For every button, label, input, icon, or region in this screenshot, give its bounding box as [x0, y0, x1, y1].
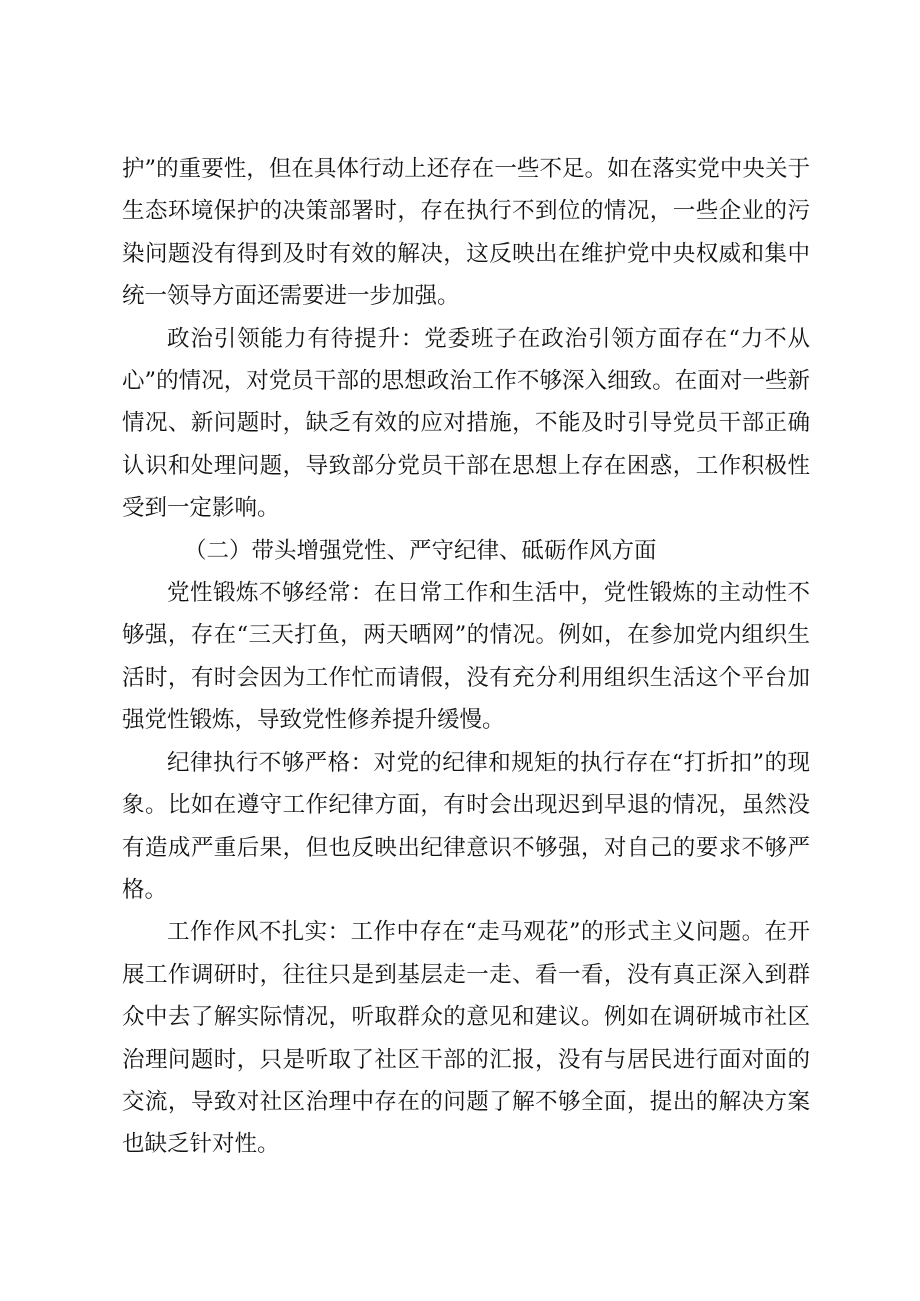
paragraph-work-style: 工作作风不扎实：工作中存在“走马观花”的形式主义问题。在开展工作调研时，往往只是到基层走一走、看一看，没有真正深入到群众中去了解实际情况，听取群众的意见和建议。例如在调研城市社区治理问题时，只是听取了社区干部的汇报，没有与居民进行面对面的交流，导致对社区治理中存在的问题了解不够全面，提出的解决方案也缺乏针对性。	[122, 919, 810, 1158]
section-heading-2: （二）带头增强党性、严守纪律、砥砺作风方面	[184, 537, 657, 564]
paragraph-party-spirit: 党性锻炼不够经常：在日常工作和生活中，党性锻炼的主动性不够强，存在“三天打鱼，两天晒网”的情况。例如，在参加党内组织生活时，有时会因为工作忙而请假，没有充分利用组织生活这个平台加强党性锻炼，导致党性修养提升缓慢。	[122, 580, 810, 734]
paragraph-continuation: 护”的重要性，但在具体行动上还存在一些不足。如在落实党中央关于生态环境保护的决策部署时，存在执行不到位的情况，一些企业的污染问题没有得到及时有效的解决，这反映出在维护党中央权威和集中统一领导方面还需要进一步加强。	[122, 156, 810, 310]
paragraph-discipline: 纪律执行不够严格：对党的纪律和规矩的执行存在“打折扣”的现象。比如在遵守工作纪律方面，有时会出现迟到早退的情况，虽然没有造成严重后果，但也反映出纪律意识不够强，对自己的要求不够严格。	[122, 749, 810, 903]
document-body	[122, 148, 810, 1166]
paragraph-political-leadership: 政治引领能力有待提升：党委班子在政治引领方面存在“力不从心”的情况，对党员干部的思想政治工作不够深入细致。在面对一些新情况、新问题时，缺乏有效的应对措施，不能及时引导党员干部正确认识和处理问题，导致部分党员干部在思想上存在困惑，工作积极性受到一定影响。	[122, 325, 810, 522]
